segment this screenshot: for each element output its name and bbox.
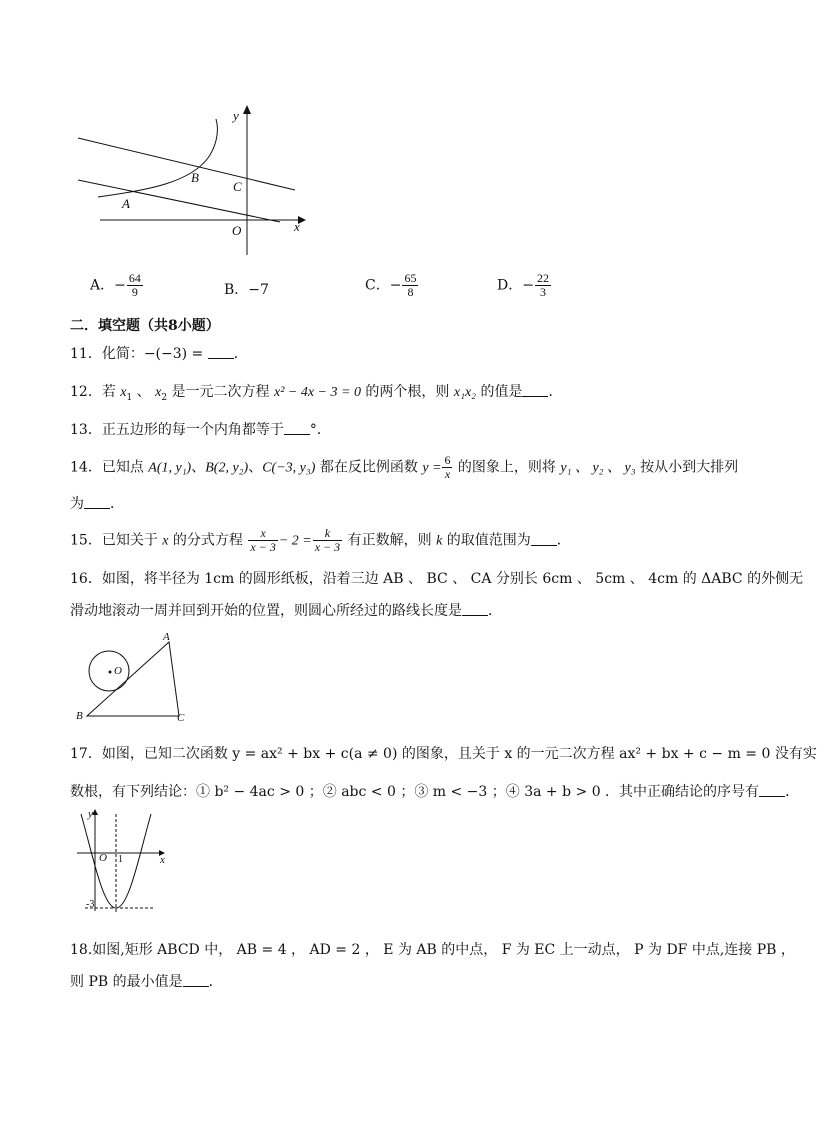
fig3-label-y: y xyxy=(88,808,93,820)
hyperbola-curve xyxy=(98,119,217,197)
fig2-label-c: C xyxy=(177,712,185,724)
choice-a: A．− $\frac{64}{9}$ xyxy=(90,271,141,299)
fig3-label-x: x xyxy=(160,854,165,866)
section-title: 二．填空题（共8小题） xyxy=(70,318,220,334)
choice-b: B．−7 xyxy=(224,282,269,298)
question-13: 13．正五边形的每一个内角都等于 °． xyxy=(70,422,331,438)
fig2-label-o: O xyxy=(114,665,122,677)
question-16: 16．如图，将半径为 1cm 的圆形纸板，沿着三边 AB 、 BC 、 CA 分别长 6cm 、 5cm 、 4cm 的 ΔABC 的外侧无 xyxy=(70,571,804,587)
figure-1 xyxy=(70,100,310,260)
fig1-label-x: x xyxy=(294,219,300,234)
fig1-label-a: A xyxy=(122,196,130,211)
question-18: 18.如图,矩形 ABCD 中， AB = 4 ， AD = 2 ， E 为 AB 的中点， F 为 EC 上一动点， P 为 DF 中点,连接 PB ， xyxy=(70,942,795,958)
answer-blank xyxy=(183,974,209,987)
fig3-label-o: O xyxy=(99,852,107,864)
choice-d: D．− $\frac{22}{3}$ xyxy=(497,271,549,299)
fig1-label-b: B xyxy=(191,170,199,185)
circle-center xyxy=(109,671,112,674)
question-16-line2: 滑动地滚动一周并回到开始的位置，则圆心所经过的路线长度是 ． xyxy=(70,603,502,619)
answer-blank xyxy=(759,784,785,797)
y-axis-arrow xyxy=(243,105,251,114)
answer-blank xyxy=(522,384,548,397)
line-through-origin xyxy=(78,180,280,222)
question-12: 12．若 $x_1$ 、 $x_2$ 是一元二次方程 x² − 4x − 3 = 0 的两个根，则 x₁x₂ 的值是 ． xyxy=(70,384,563,403)
question-17-line2: 数根，有下列结论：① b² − 4ac > 0 ；② abc < 0 ；③ m < −3 ；④ 3a + b > 0 ．其中正确结论的序号有 ． xyxy=(70,784,800,800)
answer-blank xyxy=(208,346,234,359)
fig3-label-one: 1 xyxy=(118,854,123,865)
fig2-label-a: A xyxy=(163,631,170,643)
answer-blank xyxy=(84,496,110,509)
choice-c: C．− $\frac{65}{8}$ xyxy=(365,271,417,299)
question-14-line2: 为 ． xyxy=(70,496,124,512)
upper-line xyxy=(78,138,295,190)
fig3-label-neg3: -3 xyxy=(86,899,95,910)
question-11: 11．化简：−(−3) = ． xyxy=(70,346,248,362)
answer-blank xyxy=(284,422,310,435)
question-18-line2: 则 PB 的最小值是 ． xyxy=(70,974,223,990)
fig1-label-c: C xyxy=(233,179,242,194)
question-15: 15．已知关于 x 的分式方程 $\frac{x}{x - 3}$ − 2 = $\frac{k}{x - 3}$ 有正数解，则 k 的取值范围为 ． xyxy=(70,526,571,554)
question-14: 14．已知点 A(1, y₁)、B(2, y₂)、C(−3, y₃) 都在反比例函数 y = $\frac{6}{x}$ 的图象上，则将 y₁ 、 y₂ 、 y₃ 按从小到大排列 xyxy=(70,453,739,481)
answer-blank xyxy=(462,603,488,616)
fig1-label-o: O xyxy=(232,223,242,238)
answer-blank xyxy=(531,533,557,546)
fig2-label-b: B xyxy=(76,710,83,722)
question-17: 17．如图，已知二次函数 y = ax² + bx + c(a ≠ 0) 的图象，且关于 x 的一元二次方程 ax² + bx + c − m = 0 没有实 xyxy=(70,746,817,762)
fig1-label-y: y xyxy=(233,108,239,123)
